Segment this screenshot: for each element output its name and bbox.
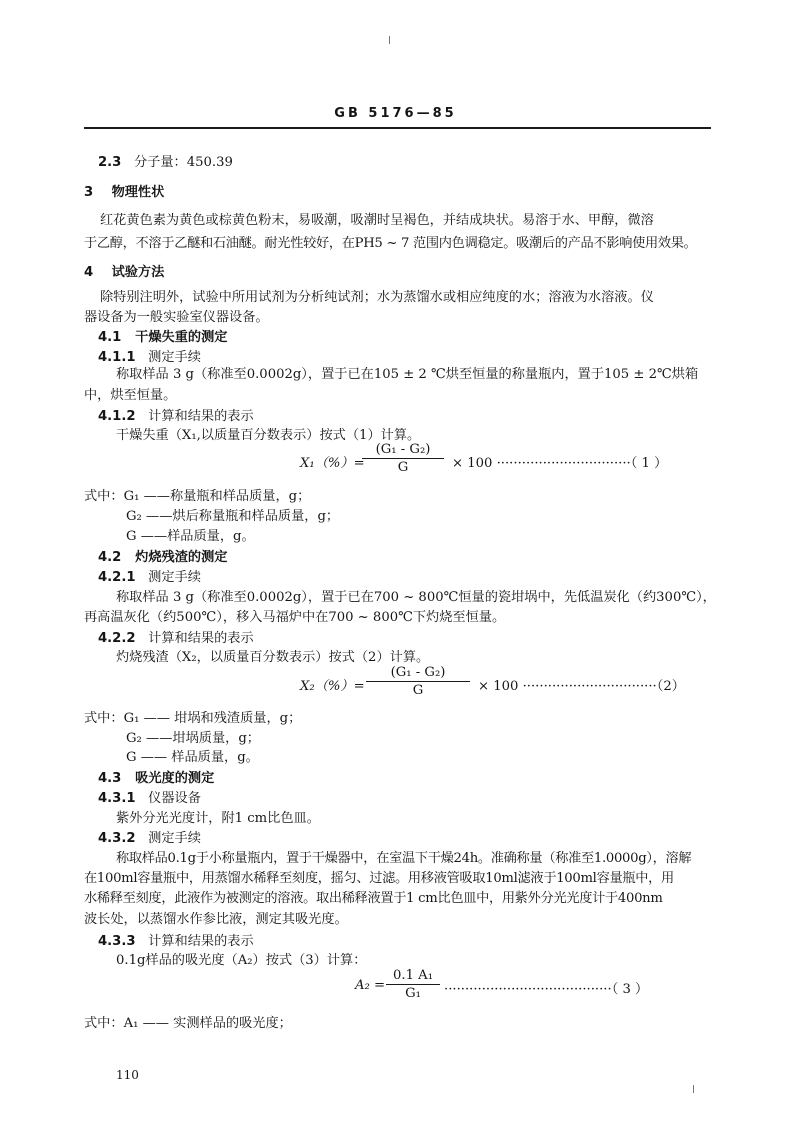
section-4-1-heading	[98, 326, 227, 345]
section-title: 测定手续	[148, 350, 201, 365]
section-number: 4.3	[98, 771, 122, 786]
molecular-weight-text: 分子量：450.39	[133, 155, 233, 170]
section-title: 测定手续	[148, 831, 201, 846]
variable-definition: G₁ —— 坩埚和残渣质量，g；	[123, 711, 302, 726]
section-4-3-2-heading	[98, 827, 201, 846]
where-prefix: 式中：	[84, 711, 124, 726]
where-line	[84, 1012, 292, 1031]
variable-definition: G₂ ——烘后称量瓶和样品质量，g；	[126, 509, 340, 524]
variable-definition: A₁ —— 实测样品的吸光度；	[123, 1016, 292, 1031]
section-4-heading	[84, 261, 164, 280]
section-4-2-2-heading	[98, 627, 254, 646]
variable-definition: G ——样品质量，g。	[126, 529, 255, 544]
paragraph-line: 器设备为一般实验室仪器设备。	[84, 310, 269, 325]
fraction-numerator: (G₁ - G₂)	[362, 441, 444, 459]
section-title: 计算和结果的表示	[148, 409, 254, 424]
where-line	[84, 707, 301, 726]
paragraph-line: 称取样品0.1g于小称量瓶内，置于干燥器中，在室温下干燥24h。准确称量（称准至1.0000g），溶解	[116, 851, 692, 866]
equation-2-lhs: X₂（%）=	[300, 679, 365, 694]
section-number: 2.3	[98, 155, 122, 170]
section-4-3-3-heading	[98, 930, 254, 949]
fraction-numerator: 0.1 A₁	[386, 967, 440, 985]
section-2-3	[98, 151, 233, 170]
paragraph-line: 0.1g样品的吸光度（A₂）按式（3）计算：	[116, 953, 367, 968]
section-title: 灼烧残渣的测定	[135, 550, 228, 565]
section-title: 仪器设备	[148, 791, 201, 806]
section-number: 4	[84, 265, 94, 280]
equation-2-tail: × 100 ································（2）	[478, 679, 685, 694]
section-number: 4.3.3	[98, 934, 136, 949]
section-4-3-heading	[98, 767, 214, 786]
section-number: 4.3.1	[98, 791, 136, 806]
standard-number-header: GB 5176—85	[334, 106, 457, 121]
section-number: 4.2.2	[98, 631, 136, 646]
section-number: 4.1.2	[98, 409, 136, 424]
section-4-3-1-heading	[98, 787, 201, 806]
section-title: 计算和结果的表示	[148, 934, 254, 949]
section-number: 4.3.2	[98, 831, 136, 846]
where-prefix: 式中：	[84, 1016, 124, 1031]
section-4-2-1-heading	[98, 566, 201, 585]
section-4-1-2-heading	[98, 405, 254, 424]
section-number: 4.2.1	[98, 570, 136, 585]
variable-definition: G₁ ——称量瓶和样品质量，g；	[123, 489, 311, 504]
paragraph-line: 称取样品 3 g（称准至0.0002g），置于已在700 ~ 800℃恒量的瓷坩埚中，先低温炭化（约300℃），	[116, 590, 716, 605]
equation-3-lhs: A₂ =	[355, 978, 386, 993]
equation-1-fraction	[362, 441, 444, 476]
equation-1-tail: × 100 ································（ 1 ）	[452, 456, 668, 471]
where-prefix: 式中：	[84, 489, 124, 504]
section-title: 测定手续	[148, 570, 201, 585]
equation-1-lhs: X₁（%）=	[300, 456, 365, 471]
paragraph-line: 干燥失重（X₁,以质量百分数表示）按式（1）计算。	[116, 428, 421, 443]
page-number: 110	[116, 1068, 139, 1082]
section-number: 3	[84, 185, 94, 200]
equation-3-tail: ········································（ 3 ）	[444, 982, 649, 997]
paragraph-line: 红花黄色素为黄色或棕黄色粉末，易吸潮，吸潮时呈褐色，并结成块状。易溶于水、甲醇，微溶	[100, 213, 654, 228]
section-number: 4.1.1	[98, 350, 136, 365]
paragraph-line: 紫外分光光度计，附1 cm比色皿。	[116, 811, 320, 826]
paragraph-line: 波长处，以蒸馏水作参比液，测定其吸光度。	[84, 912, 348, 927]
paragraph-line: 在100ml容量瓶中，用蒸馏水稀释至刻度，摇匀、过滤。用移液管吸取10ml滤液于100ml容量瓶中，用	[84, 871, 674, 886]
paragraph-line: 于乙醇，不溶于乙醚和石油醚。耐光性较好，在PH5 ~ 7 范围内色调稳定。吸潮后的产品不影响使用效果。	[84, 236, 697, 251]
paragraph-line: 再高温灰化（约500℃），移入马福炉中在700 ~ 800℃下灼烧至恒量。	[84, 610, 506, 625]
section-3-heading	[84, 181, 164, 200]
paragraph-line: 灼烧残渣（X₂，以质量百分数表示）按式（2）计算。	[116, 650, 430, 665]
paragraph-line: 水稀释至刻度，此液作为被测定的溶液。取出稀释液置于1 cm比色皿中，用紫外分光光度计于400nm	[84, 891, 663, 906]
section-title: 试验方法	[111, 265, 165, 280]
equation-3-fraction	[386, 967, 440, 1002]
equation-2-fraction	[366, 664, 470, 699]
scan-mark	[389, 36, 390, 44]
fraction-denominator: G	[397, 460, 409, 475]
section-title: 吸光度的测定	[135, 771, 215, 786]
fraction-denominator: G₁	[405, 986, 421, 1001]
section-title: 计算和结果的表示	[148, 631, 254, 646]
header-rule	[84, 127, 711, 129]
paragraph-line: 除特别注明外，试验中所用试剂为分析纯试剂；水为蒸馏水或相应纯度的水；溶液为水溶液。仪	[100, 290, 654, 305]
section-title: 干燥失重的测定	[135, 330, 228, 345]
variable-definition: G —— 样品质量，g。	[126, 750, 259, 765]
fraction-numerator: (G₁ - G₂)	[366, 664, 470, 682]
section-number: 4.1	[98, 330, 122, 345]
paragraph-line: 中，烘至恒量。	[84, 388, 177, 403]
scan-mark	[693, 1085, 694, 1093]
paragraph-line: 称取样品 3 g（称准至0.0002g），置于已在105 ± 2 ℃烘至恒量的称量瓶内，置于105 ± 2℃烘箱	[116, 367, 699, 382]
variable-definition: G₂ ——坩埚质量，g；	[126, 731, 260, 746]
where-line	[84, 485, 310, 504]
section-4-2-heading	[98, 546, 227, 565]
section-title: 物理性状	[111, 185, 165, 200]
section-number: 4.2	[98, 550, 122, 565]
fraction-denominator: G	[412, 683, 424, 698]
